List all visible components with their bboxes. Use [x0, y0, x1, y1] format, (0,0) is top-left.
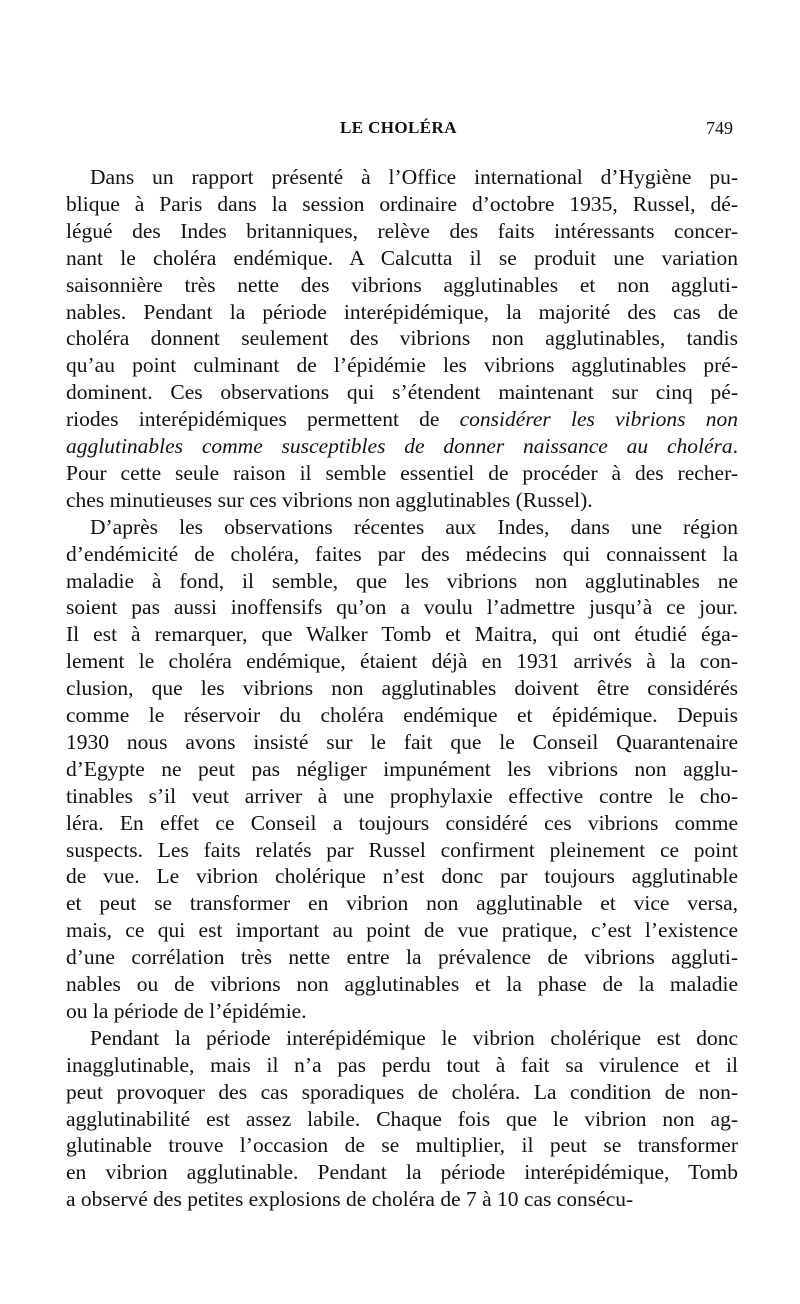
- running-title: LE CHOLÉRA: [340, 118, 457, 137]
- text-line: et peut se transformer en vibrion non agglutinable et vice versa,: [66, 891, 738, 916]
- text-line: agglutinabilité est assez labile. Chaque fois que le vibrion non ag-: [66, 1106, 738, 1131]
- text-line: léra. En effet ce Conseil a toujours considéré ces vibrions comme: [66, 810, 738, 835]
- text-line: [66, 433, 738, 459]
- text-line: nables ou de vibrions non agglutinables et la phase de la maladie: [66, 972, 738, 996]
- text-line: soient pas aussi inoffensifs qu’on a voulu l’admettre jusqu’à ce jour.: [66, 595, 738, 620]
- text-line: d’une corrélation très nette entre la prévalence de vibrions aggluti-: [66, 945, 738, 970]
- text-line: glutinable trouve l’occasion de se multiplier, il peut se transformer: [66, 1133, 738, 1158]
- text-line: tinables s’il veut arriver à une prophylaxie effective contre le cho-: [66, 783, 738, 808]
- text-line: comme le réservoir du choléra endémique et épidémique. Depuis: [66, 703, 738, 727]
- italic-text: considérer les vibrions non: [459, 407, 738, 432]
- text-span: riodes interépidémiques permettent de: [66, 407, 460, 432]
- text-span: .: [732, 434, 738, 458]
- running-header: [0, 118, 800, 142]
- text-line: inagglutinable, mais il n’a pas perdu tout à fait sa virulence et il: [66, 1052, 738, 1077]
- text-line: 1930 nous avons insisté sur le fait que le Conseil Quarantenaire: [66, 729, 738, 754]
- text-line: a observé des petites explosions de choléra de 7 à 10 cas consécu-: [66, 1187, 634, 1212]
- text-line: d’endémicité de choléra, faites par des médecins qui connaissent la: [66, 541, 738, 566]
- text-line: Pour cette seule raison il semble essentiel de procéder à des recher-: [66, 460, 738, 485]
- text-line: en vibrion agglutinable. Pendant la période interépidémique, Tomb: [66, 1160, 738, 1185]
- text-line: D’après les observations récentes aux Indes, dans une région: [90, 514, 738, 539]
- text-line: d’Egypte ne peut pas négliger impunément les vibrions non agglu-: [66, 756, 738, 781]
- text-line: maladie à fond, il semble, que les vibrions non agglutinables ne: [66, 568, 738, 593]
- text-line: lement le choléra endémique, étaient déjà en 1931 arrivés à la con-: [66, 649, 738, 674]
- text-line: suspects. Les faits relatés par Russel confirment pleinement ce point: [66, 837, 738, 862]
- text-line: peut provoquer des cas sporadiques de choléra. La condition de non-: [66, 1079, 738, 1104]
- text-line: qu’au point culminant de l’épidémie les vibrions agglutinables pré-: [66, 353, 738, 378]
- text-line: ches minutieuses sur ces vibrions non agglutinables (Russel).: [66, 487, 593, 512]
- text-line: mais, ce qui est important au point de vue pratique, c’est l’existence: [66, 918, 738, 943]
- text-line: [66, 406, 738, 432]
- text-line: Dans un rapport présenté à l’Office international d’Hygiène pu-: [90, 165, 738, 189]
- text-line: blique à Paris dans la session ordinaire d’octobre 1935, Russel, dé-: [66, 191, 738, 216]
- text-line: nables. Pendant la période interépidémique, la majorité des cas de: [66, 299, 738, 324]
- text-line: dominent. Ces observations qui s’étendent maintenant sur cinq pé-: [66, 380, 738, 405]
- italic-text: agglutinables comme susceptibles de donner naissance au choléra: [66, 434, 733, 458]
- text-line: ou la période de l’épidémie.: [66, 998, 307, 1023]
- text-line: de vue. Le vibrion cholérique n’est donc par toujours agglutinable: [66, 864, 738, 889]
- text-line: Pendant la période interépidémique le vibrion cholérique est donc: [90, 1025, 738, 1050]
- text-line: clusion, que les vibrions non agglutinables doivent être considérés: [66, 676, 738, 701]
- text-line: Il est à remarquer, que Walker Tomb et Maitra, qui ont étudié éga-: [66, 622, 738, 647]
- text-line: légué des Indes britanniques, relève des faits intéressants concer-: [66, 218, 738, 243]
- text-line: nant le choléra endémique. A Calcutta il se produit une variation: [66, 245, 738, 270]
- text-line: saisonnière très nette des vibrions agglutinables et non aggluti-: [66, 272, 738, 297]
- text-line: choléra donnent seulement des vibrions non agglutinables, tandis: [66, 326, 738, 351]
- page-number: 749: [706, 118, 733, 138]
